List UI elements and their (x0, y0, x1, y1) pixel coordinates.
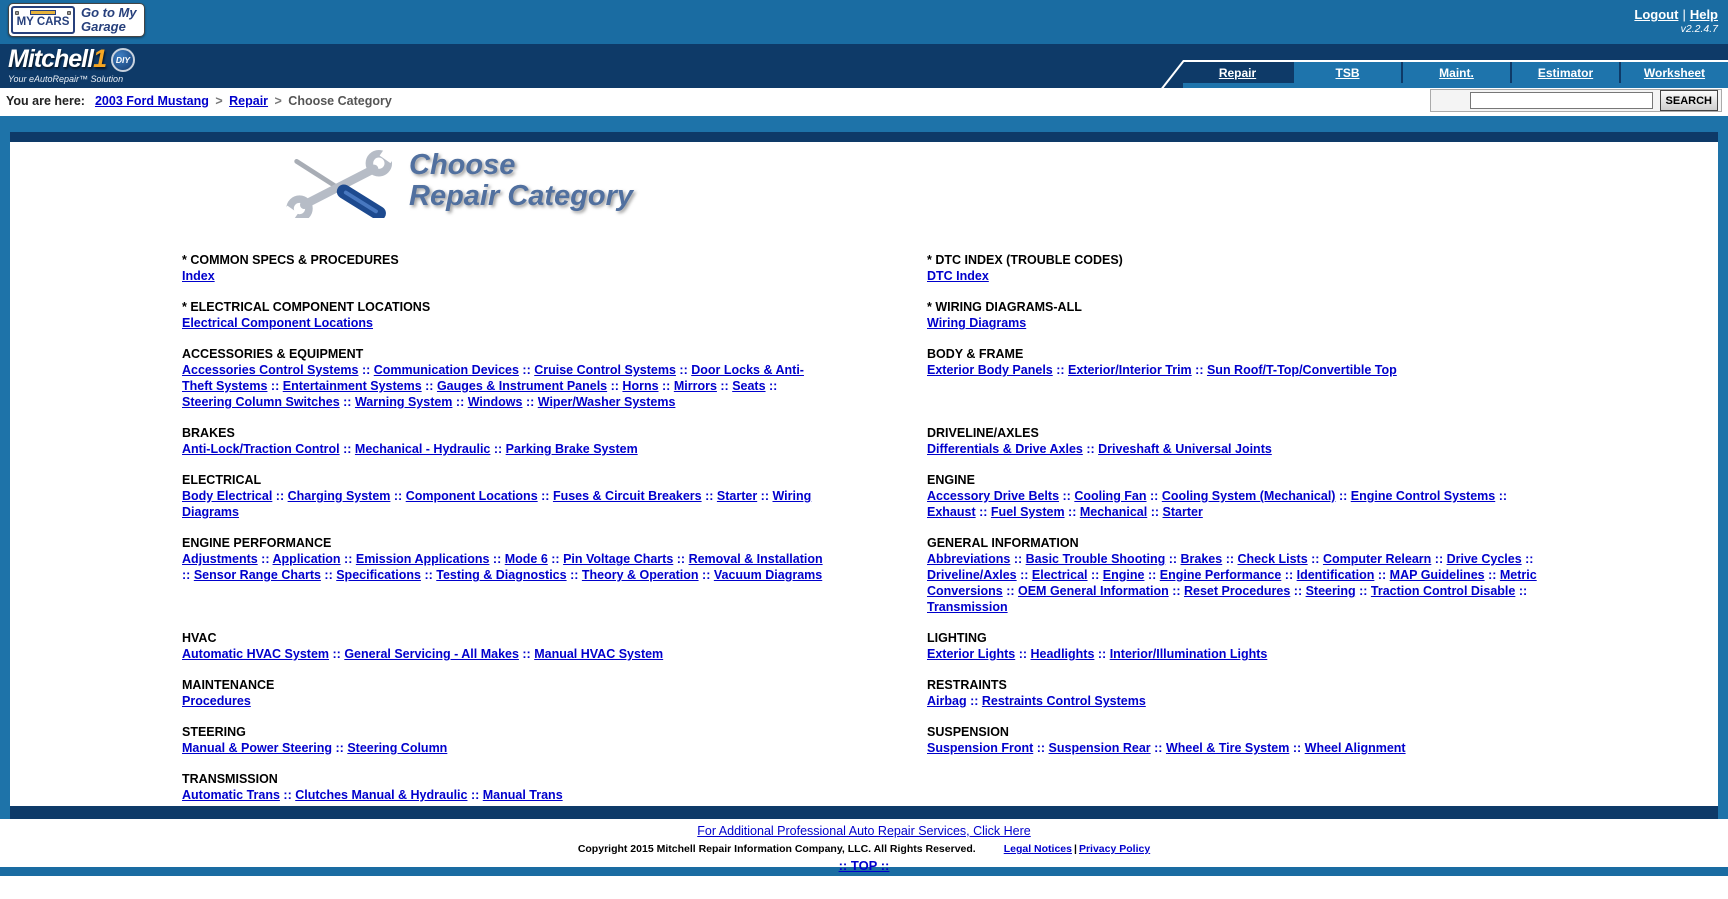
category-link[interactable]: Exterior Body Panels (927, 363, 1053, 377)
category-link[interactable]: Cooling Fan (1074, 489, 1147, 503)
content-area (0, 116, 1728, 819)
category-links (182, 787, 827, 803)
category-link[interactable]: Charging System (287, 489, 391, 503)
category-link[interactable]: Wheel Alignment (1304, 741, 1406, 755)
category-links (927, 441, 1547, 457)
category-section-brakes (182, 425, 827, 457)
nav-bar (0, 44, 1728, 88)
category-title: LIGHTING (927, 631, 987, 645)
category-title: DRIVELINE/AXLES (927, 426, 1039, 440)
link-separator: :: (257, 552, 273, 566)
breadcrumb (6, 94, 392, 108)
tab-estimator[interactable] (1510, 62, 1619, 83)
version-text: v2.2.4.7 (1680, 23, 1718, 35)
category-title: BODY & FRAME (927, 347, 1024, 361)
tab-diagonal-decoration (1161, 60, 1185, 90)
link-separator: :: (339, 442, 355, 456)
category-link[interactable]: Testing & Diagnostics (436, 568, 567, 582)
promo-link[interactable]: For Additional Professional Auto Repair Services, Click Here (697, 824, 1031, 838)
category-grid (10, 252, 1718, 803)
category-section-steering (182, 724, 827, 756)
link-separator: :: (1290, 584, 1306, 598)
category-section-restraints (927, 677, 1547, 709)
category-title: ENGINE PERFORMANCE (182, 536, 332, 550)
link-separator: :: (547, 552, 564, 566)
category-link[interactable]: Suspension Rear (1048, 741, 1151, 755)
category-link[interactable]: Traction Control Disable (1370, 584, 1516, 598)
link-separator: :: (1016, 568, 1032, 582)
legal-notices-link[interactable]: Legal Notices (1003, 843, 1072, 855)
wrench-and-screwdriver-icon (283, 150, 401, 218)
category-link[interactable]: Gauges & Instrument Panels (436, 379, 608, 393)
breadcrumb-current: Choose Category (288, 94, 392, 108)
category-title: STEERING (182, 725, 246, 739)
category-link[interactable]: Entertainment Systems (282, 379, 422, 393)
breadcrumb-link-repair[interactable]: Repair (229, 94, 269, 108)
link-separator: :: (1150, 741, 1166, 755)
category-link[interactable]: Abbreviations (927, 552, 1011, 566)
category-link[interactable]: Clutches Manual & Hydraulic (295, 788, 468, 802)
category-link[interactable]: Automatic HVAC System (182, 647, 330, 661)
breadcrumb-prefix: You are here: (6, 94, 85, 108)
category-link[interactable]: Removal & Installation (688, 552, 823, 566)
category-links (182, 362, 827, 410)
category-link[interactable]: Exhaust (927, 505, 976, 519)
link-separator: :: (522, 395, 538, 409)
page-title (409, 150, 633, 218)
category-link[interactable]: Cooling System (Mechanical) (1161, 489, 1336, 503)
category-section-lighting (927, 630, 1547, 662)
category-link[interactable]: Electrical Component Locations (182, 316, 374, 330)
link-separator: :: (566, 568, 582, 582)
top-right-links (1634, 7, 1718, 35)
category-link[interactable]: Wiper/Washer Systems (537, 395, 676, 409)
my-cars-label: MY CARS (16, 16, 70, 28)
link-separator: :: (757, 489, 773, 503)
link-separator: :: (1059, 489, 1075, 503)
category-link[interactable]: Drive Cycles (1446, 552, 1522, 566)
link-separator: :: (765, 379, 778, 393)
category-link[interactable]: Door Locks & Anti-Theft Systems (182, 363, 804, 393)
category-link[interactable]: Application (272, 552, 341, 566)
link-separator: :: (675, 363, 692, 377)
category-links (927, 362, 1547, 378)
category-link[interactable]: Mode 6 (504, 552, 548, 566)
plate-decoration (15, 9, 71, 16)
back-to-top-link[interactable]: :: TOP :: (838, 858, 890, 873)
category-link[interactable]: Steering Column (347, 741, 448, 755)
link-separator: :: (1335, 489, 1351, 503)
category-link[interactable]: Airbag (927, 694, 967, 708)
category-section-electrical (182, 472, 827, 520)
category-link[interactable]: Driveline/Axles (927, 568, 1017, 582)
category-section-driveline-axles (927, 425, 1547, 457)
category-link[interactable]: Differentials & Drive Axles (927, 442, 1083, 456)
category-link[interactable]: Sensor Range Charts (193, 568, 321, 582)
category-links (182, 740, 827, 756)
category-link[interactable]: Starter (1162, 505, 1203, 519)
category-link[interactable]: Interior/Illumination Lights (1109, 647, 1268, 661)
category-link[interactable]: Emission Applications (355, 552, 490, 566)
help-link[interactable]: Help (1689, 7, 1718, 22)
category-link[interactable]: Body Electrical (182, 489, 273, 503)
link-separator: :: (1010, 552, 1026, 566)
copyright-text: Copyright 2015 Mitchell Repair Information Company, LLC. All Rights Reserved. (577, 843, 976, 855)
category-link[interactable]: Identification (1296, 568, 1375, 582)
link-separator: :: (1374, 568, 1390, 582)
link-separator: :: (279, 788, 296, 802)
search-button[interactable]: SEARCH (1660, 90, 1718, 111)
category-link[interactable]: Component Locations (405, 489, 538, 503)
category-link[interactable]: Mirrors (673, 379, 717, 393)
go-to-my-garage-button[interactable] (8, 3, 145, 37)
category-link[interactable]: Mechanical - Hydraulic (354, 442, 491, 456)
link-separator: :: (966, 694, 982, 708)
category-title: MAINTENANCE (182, 678, 275, 692)
category-link[interactable]: Steering (1305, 584, 1356, 598)
category-link[interactable]: Index (182, 269, 215, 283)
category-link[interactable]: Computer Relearn (1322, 552, 1432, 566)
link-separator: :: (1281, 568, 1297, 582)
breadcrumb-link-2003-ford-mustang[interactable]: 2003 Ford Mustang (94, 94, 209, 108)
category-link[interactable]: Engine Performance (1159, 568, 1282, 582)
link-separator: :: (1165, 552, 1181, 566)
category-link[interactable]: Exterior Lights (927, 647, 1016, 661)
category-link[interactable]: Engine Control Systems (1350, 489, 1496, 503)
category-link[interactable]: Wiring Diagrams (927, 316, 1027, 330)
category-links (182, 441, 827, 457)
tab-repair[interactable] (1183, 62, 1292, 83)
category-link[interactable]: Accessories Control Systems (182, 363, 359, 377)
tab-label: Repair (1218, 65, 1257, 80)
category-link[interactable]: Specifications (336, 568, 421, 582)
category-section-maintenance (182, 677, 827, 709)
category-title: ACCESSORIES & EQUIPMENT (182, 347, 364, 361)
link-separator: :: (1355, 584, 1371, 598)
link-separator: :: (716, 379, 733, 393)
link-separator: :: (1495, 489, 1508, 503)
category-link[interactable]: Sun Roof/T-Top/Convertible Top (1206, 363, 1397, 377)
link-separator: :: (1144, 568, 1160, 582)
tab-label: TSB (1335, 65, 1360, 80)
category-links (927, 740, 1547, 756)
breadcrumb-separator: > (271, 94, 286, 108)
category-link[interactable]: Parking Brake System (505, 442, 638, 456)
link-separator: :: (1033, 741, 1049, 755)
link-divider: | (1682, 7, 1686, 22)
top-bar (0, 0, 1728, 44)
link-separator: :: (358, 363, 374, 377)
category-link[interactable]: Fuel System (990, 505, 1065, 519)
brand-tagline: Your eAutoRepair™ Solution (8, 74, 124, 84)
category-link[interactable]: Wiring Diagrams (182, 489, 812, 519)
category-link[interactable]: Electrical (1031, 568, 1088, 582)
category-link[interactable]: Accessory Drive Belts (927, 489, 1060, 503)
category-links (182, 488, 827, 520)
category-link[interactable]: Basic Trouble Shooting (1025, 552, 1166, 566)
link-separator: :: (267, 379, 283, 393)
category-title: * WIRING DIAGRAMS-ALL (927, 300, 1082, 314)
link-separator: :: (420, 568, 437, 582)
copyright-line (0, 843, 1728, 855)
link-separator: :: (1082, 442, 1099, 456)
category-link[interactable]: Engine (1102, 568, 1145, 582)
garage-button-label (81, 6, 137, 34)
category-link[interactable]: DTC Index (927, 269, 989, 283)
category-links (182, 693, 827, 709)
category-title: * ELECTRICAL COMPONENT LOCATIONS (182, 300, 431, 314)
bolt-icon (67, 11, 71, 15)
category-title: TRANSMISSION (182, 772, 278, 786)
category-section-electrical-component-locations (182, 299, 827, 331)
category-link[interactable]: Warning System (354, 395, 453, 409)
category-title: * COMMON SPECS & PROCEDURES (182, 253, 399, 267)
category-link[interactable]: Restraints Control Systems (981, 694, 1146, 708)
category-link[interactable]: Reset Procedures (1184, 584, 1291, 598)
category-link[interactable]: Fuses & Circuit Breakers (552, 489, 702, 503)
category-link[interactable]: Headlights (1030, 647, 1095, 661)
category-link[interactable]: Manual HVAC System (534, 647, 664, 661)
category-link[interactable]: Cruise Control Systems (534, 363, 676, 377)
category-link[interactable]: General Servicing - All Makes (344, 647, 519, 661)
category-link[interactable]: Seats (732, 379, 766, 393)
link-separator: :: (339, 395, 355, 409)
footer (0, 819, 1728, 873)
category-section-engine-performance (182, 535, 827, 615)
search-input[interactable] (1470, 92, 1653, 109)
plate-banner (30, 10, 56, 15)
category-link[interactable]: Automatic Trans (182, 788, 280, 802)
link-separator: :: (1147, 505, 1163, 519)
link-separator: :: (1052, 363, 1069, 377)
link-separator: :: (1222, 552, 1238, 566)
link-separator: :: (673, 552, 689, 566)
category-link[interactable]: Vacuum Diagrams (713, 568, 823, 582)
category-links (927, 693, 1547, 709)
breadcrumb-bar (0, 88, 1728, 116)
link-separator: :: (1431, 552, 1447, 566)
breadcrumb-separator: > (211, 94, 227, 108)
category-title: SUSPENSION (927, 725, 1009, 739)
category-link[interactable]: Wheel & Tire System (1165, 741, 1290, 755)
category-links (927, 315, 1547, 331)
category-title: BRAKES (182, 426, 235, 440)
link-separator: :: (1521, 552, 1534, 566)
category-links (182, 315, 827, 331)
category-links (182, 268, 827, 284)
link-separator: :: (1484, 568, 1500, 582)
link-separator: :: (1515, 584, 1528, 598)
category-section-general-information (927, 535, 1547, 615)
category-link[interactable]: Mechanical (1079, 505, 1148, 519)
link-separator: :: (320, 568, 337, 582)
category-title: GENERAL INFORMATION (927, 536, 1079, 550)
tab-maint[interactable] (1401, 62, 1510, 83)
link-separator: :: (1191, 363, 1207, 377)
link-separator: :: (701, 489, 717, 503)
category-link[interactable]: Starter (716, 489, 758, 503)
breadcrumb-items (95, 94, 392, 108)
nav-tabs-wrap (1183, 60, 1728, 88)
category-section-dtc-index-trouble-codes (927, 252, 1547, 284)
category-link[interactable]: Manual Trans (482, 788, 563, 802)
category-links (927, 268, 1547, 284)
mitchell-logo-one: 1 (93, 45, 107, 73)
link-separator: :: (272, 489, 288, 503)
page-title-line1: Choose (409, 149, 516, 181)
category-link[interactable]: Suspension Front (927, 741, 1034, 755)
bolt-icon (15, 11, 19, 15)
link-separator: :: (329, 647, 345, 661)
page-heading (283, 142, 1718, 218)
link-separator: :: (489, 552, 505, 566)
link-separator: :: (1064, 505, 1080, 519)
privacy-policy-link[interactable]: Privacy Policy (1078, 843, 1151, 855)
search-panel (1430, 89, 1722, 112)
logout-link[interactable]: Logout (1634, 7, 1679, 22)
link-separator: :: (421, 379, 437, 393)
category-empty-cell (927, 771, 1547, 803)
link-separator: :: (1168, 584, 1184, 598)
link-separator: :: (1087, 568, 1103, 582)
category-title: ELECTRICAL (182, 473, 262, 487)
link-separator: :: (1289, 741, 1305, 755)
link-separator: :: (390, 489, 406, 503)
category-section-suspension (927, 724, 1547, 756)
link-separator: :: (698, 568, 714, 582)
tab-worksheet[interactable] (1619, 62, 1728, 83)
link-separator: :: (537, 489, 553, 503)
category-link[interactable]: Steering Column Switches (182, 395, 340, 409)
category-links (927, 488, 1547, 520)
nav-tabs (1183, 60, 1728, 83)
category-section-transmission (182, 771, 827, 803)
link-separator: :: (1146, 489, 1162, 503)
category-link[interactable]: Check Lists (1237, 552, 1308, 566)
link-separator: :: (975, 505, 991, 519)
category-title: * DTC INDEX (TROUBLE CODES) (927, 253, 1123, 267)
category-title: ENGINE (927, 473, 975, 487)
link-separator: :: (518, 363, 535, 377)
link-separator: :: (607, 379, 623, 393)
main-panel (10, 132, 1718, 819)
category-link[interactable]: Driveshaft & Universal Joints (1098, 442, 1272, 456)
garage-label-line1: Go to My (81, 5, 137, 20)
category-link[interactable]: Anti-Lock/Traction Control (182, 442, 340, 456)
link-separator: :: (340, 552, 356, 566)
category-links (927, 646, 1547, 662)
mitchell-logo-text: Mitchell (8, 45, 94, 73)
category-section-accessories-equipment (182, 346, 827, 410)
category-title: HVAC (182, 631, 217, 645)
tab-label: Estimator (1537, 65, 1594, 80)
link-separator: :: (1002, 584, 1018, 598)
category-links (182, 551, 827, 583)
category-link[interactable]: Brakes (1180, 552, 1223, 566)
category-link[interactable]: Theory & Operation (581, 568, 699, 582)
link-separator: :: (658, 379, 674, 393)
category-link[interactable]: Horns (622, 379, 659, 393)
category-link[interactable]: Transmission (927, 600, 1008, 614)
legal-link-divider: | (1074, 843, 1077, 855)
category-link[interactable]: Windows (467, 395, 523, 409)
link-separator: :: (490, 442, 506, 456)
category-section-engine (927, 472, 1547, 520)
category-link[interactable]: Communication Devices (373, 363, 519, 377)
category-link[interactable]: Pin Voltage Charts (563, 552, 674, 566)
category-section-hvac (182, 630, 827, 662)
garage-label-line2: Garage (81, 19, 126, 34)
link-separator: :: (1015, 647, 1031, 661)
tab-tsb[interactable] (1292, 62, 1401, 83)
link-separator: :: (467, 788, 483, 802)
link-separator: :: (332, 741, 348, 755)
category-link[interactable]: Procedures (182, 694, 251, 708)
link-separator: :: (1094, 647, 1110, 661)
category-link[interactable]: OEM General Information (1018, 584, 1169, 598)
category-link[interactable]: Metric Conversions (927, 568, 1537, 598)
category-section-common-specs-procedures (182, 252, 827, 284)
tab-label: Worksheet (1643, 65, 1706, 80)
category-link[interactable]: Adjustments (182, 552, 258, 566)
link-separator: :: (1307, 552, 1323, 566)
category-links (927, 551, 1547, 615)
tab-label: Maint. (1439, 65, 1474, 80)
category-title: RESTRAINTS (927, 678, 1007, 692)
my-cars-plate-icon (11, 6, 75, 34)
page-title-line2: Repair Category (409, 180, 634, 212)
category-section-body-frame (927, 346, 1547, 410)
category-section-wiring-diagrams-all (927, 299, 1547, 331)
category-link[interactable]: Manual & Power Steering (182, 741, 333, 755)
brand-logo (8, 45, 135, 84)
category-link[interactable]: Exterior/Interior Trim (1068, 363, 1192, 377)
link-separator: :: (452, 395, 468, 409)
diy-badge: DIY (111, 48, 135, 72)
category-links (182, 646, 827, 662)
link-separator: :: (518, 647, 535, 661)
link-separator: :: (182, 568, 194, 582)
category-link[interactable]: MAP Guidelines (1389, 568, 1485, 582)
